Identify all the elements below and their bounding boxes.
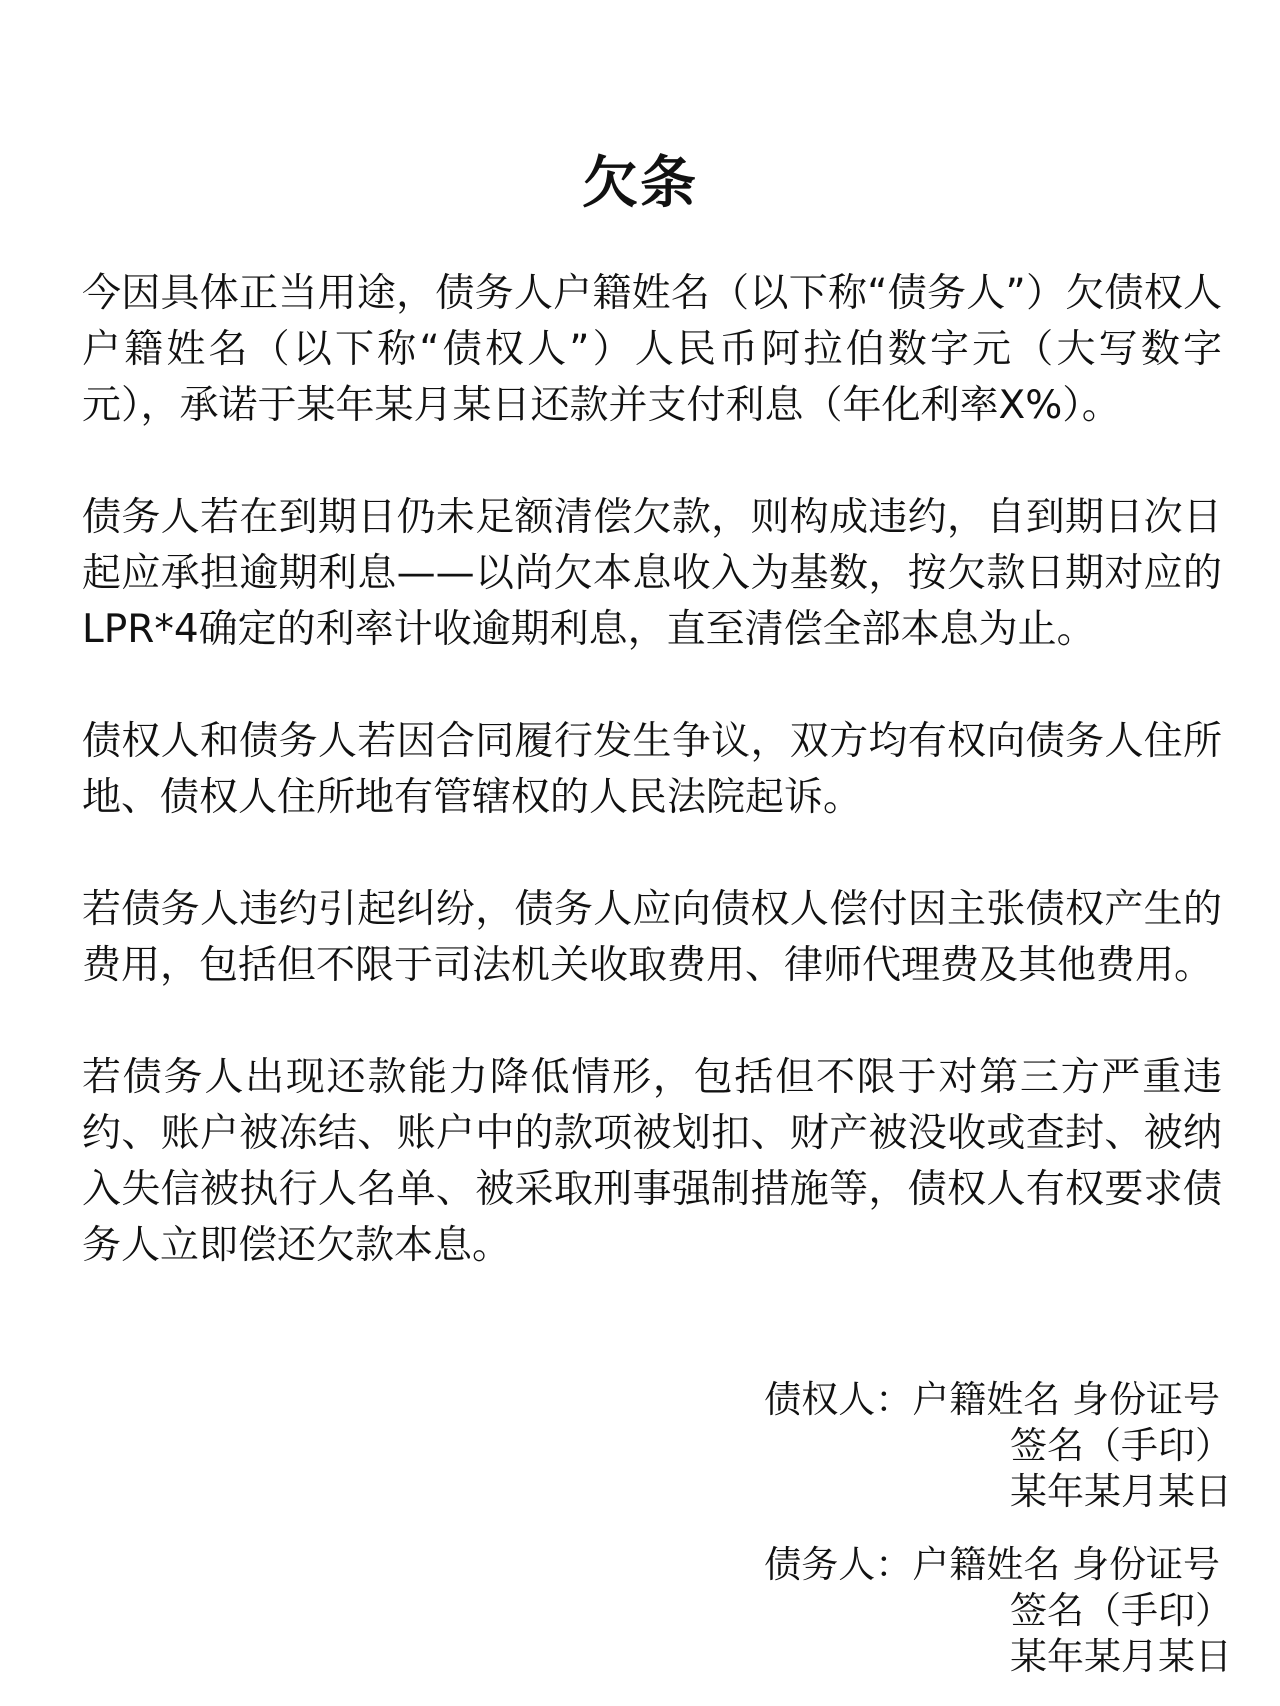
document-title: 欠条 <box>582 151 698 216</box>
paragraph-default-interest: 债务人若在到期日仍未足额清偿欠款，则构成违约，自到期日次日起应承担逾期利息——以尚欠本息收入为基数，按欠款日期对应的LPR*4确定的利率计收逾期利息，直至清偿全部本息为止。 <box>82 495 1222 652</box>
debtor-identity-line: 债务人：户籍姓名 身份证号 <box>764 1543 1220 1586</box>
creditor-signature-line: 签名（手印） <box>1010 1424 1232 1467</box>
paragraph-acceleration: 若债务人出现还款能力降低情形，包括但不限于对第三方严重违约、账户被冻结、账户中的款项被划扣、财产被没收或查封、被纳入失信被执行人名单、被采取刑事强制措施等，债权人有权要求债务人立即偿还欠款本息。 <box>82 1055 1222 1268</box>
creditor-identity-line: 债权人：户籍姓名 身份证号 <box>764 1378 1220 1421</box>
creditor-date-line: 某年某月某日 <box>1010 1470 1232 1513</box>
paragraph-dispute-jurisdiction: 债权人和债务人若因合同履行发生争议，双方均有权向债务人住所地、债权人住所地有管辖权的人民法院起诉。 <box>82 719 1222 820</box>
debtor-date-line: 某年某月某日 <box>1010 1635 1232 1678</box>
paragraph-dispute-costs: 若债务人违约引起纠纷，债务人应向债权人偿付因主张债权产生的费用，包括但不限于司法机关收取费用、律师代理费及其他费用。 <box>82 887 1222 988</box>
paragraph-loan-terms: 今因具体正当用途，债务人户籍姓名（以下称“债务人”）欠债权人户籍姓名（以下称“债权人”）人民币阿拉伯数字元（大写数字元），承诺于某年某月某日还款并支付利息（年化利率X%）。 <box>82 271 1222 428</box>
debtor-signature-line: 签名（手印） <box>1010 1589 1232 1632</box>
document-body <box>82 266 1222 1330</box>
